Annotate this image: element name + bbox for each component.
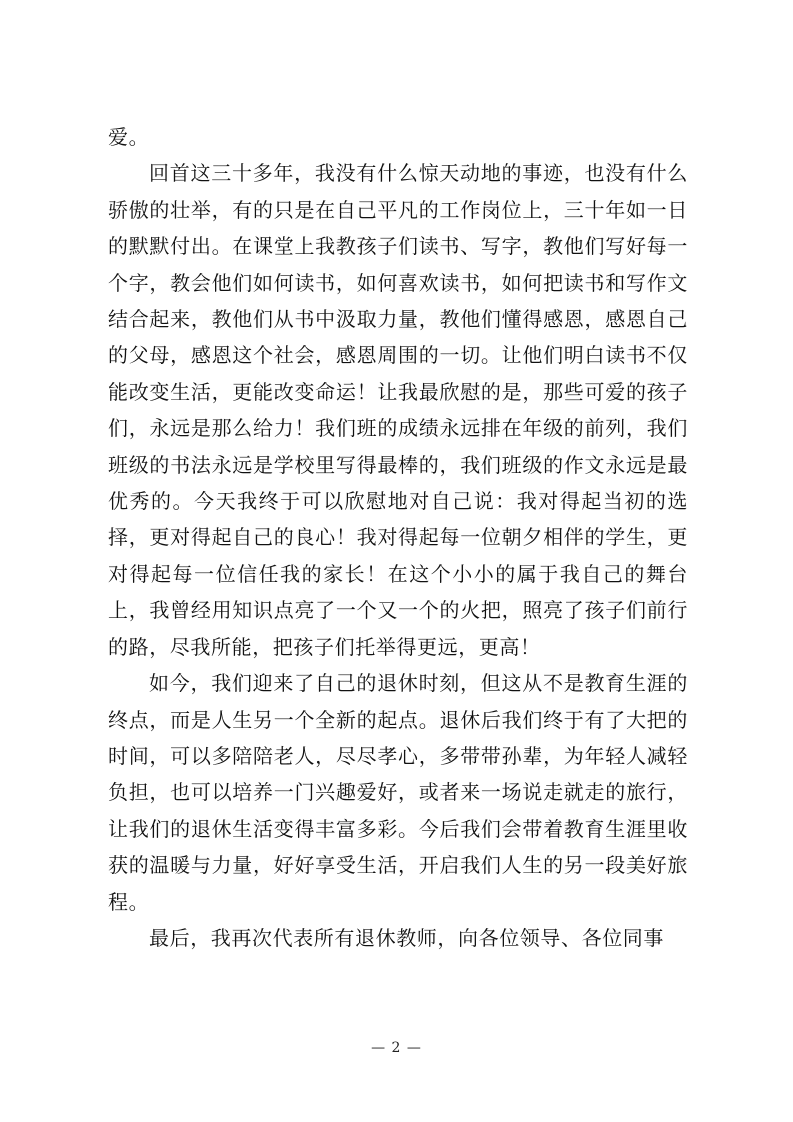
paragraph-retirement: 如今，我们迎来了自己的退休时刻，但这从不是教育生涯的终点，而是人生另一个全新的起点。退休后我们终于有了大把的时间，可以多陪陪老人，尽尽孝心，多带带孙辈，为年轻人减轻负担，也可以培养一门兴趣爱好，或者来一场说走就走的旅行，让我们的退休生活变得丰富多彩。今后我们会带着教育生涯里收获的温暖与力量，好好享受生活，开启我们人生的另一段美好旅程。 xyxy=(108,671,688,914)
document-body xyxy=(108,119,688,956)
paragraph-closing: 最后，我再次代表所有退休教师，向各位领导、各位同事 xyxy=(149,925,664,950)
paragraph-continuation: 爱。 xyxy=(108,125,150,149)
paragraph-looking-back: 回首这三十多年，我没有什么惊天动地的事迹，也没有什么骄傲的壮举，有的只是在自己平凡的工作岗位上，三十年如一日的默默付出。在课堂上我教孩子们读书、写字，教他们写好每一个字，教会他们如何读书，如何喜欢读书，如何把读书和写作文结合起来，教他们从书中汲取力量，教他们懂得感恩，感恩自己的父母，感恩这个社会，感恩周围的一切。让他们明白读书不仅能改变生活，更能改变命运！让我最欣慰的是，那些可爱的孩子们，永远是那么给力！我们班的成绩永远排在年级的前列，我们班级的书法永远是学校里写得最棒的，我们班级的作文永远是最优秀的。今天我终于可以欣慰地对自己说：我对得起当初的选择，更对得起自己的良心！我对得起每一位朝夕相伴的学生，更对得起每一位信任我的家长！在这个小小的属于我自己的舞台上，我曾经用知识点亮了一个又一个的火把，照亮了孩子们前行的路，尽我所能，把孩子们托举得更远，更高！ xyxy=(108,161,688,659)
page-number: — 2 — xyxy=(371,1040,422,1056)
